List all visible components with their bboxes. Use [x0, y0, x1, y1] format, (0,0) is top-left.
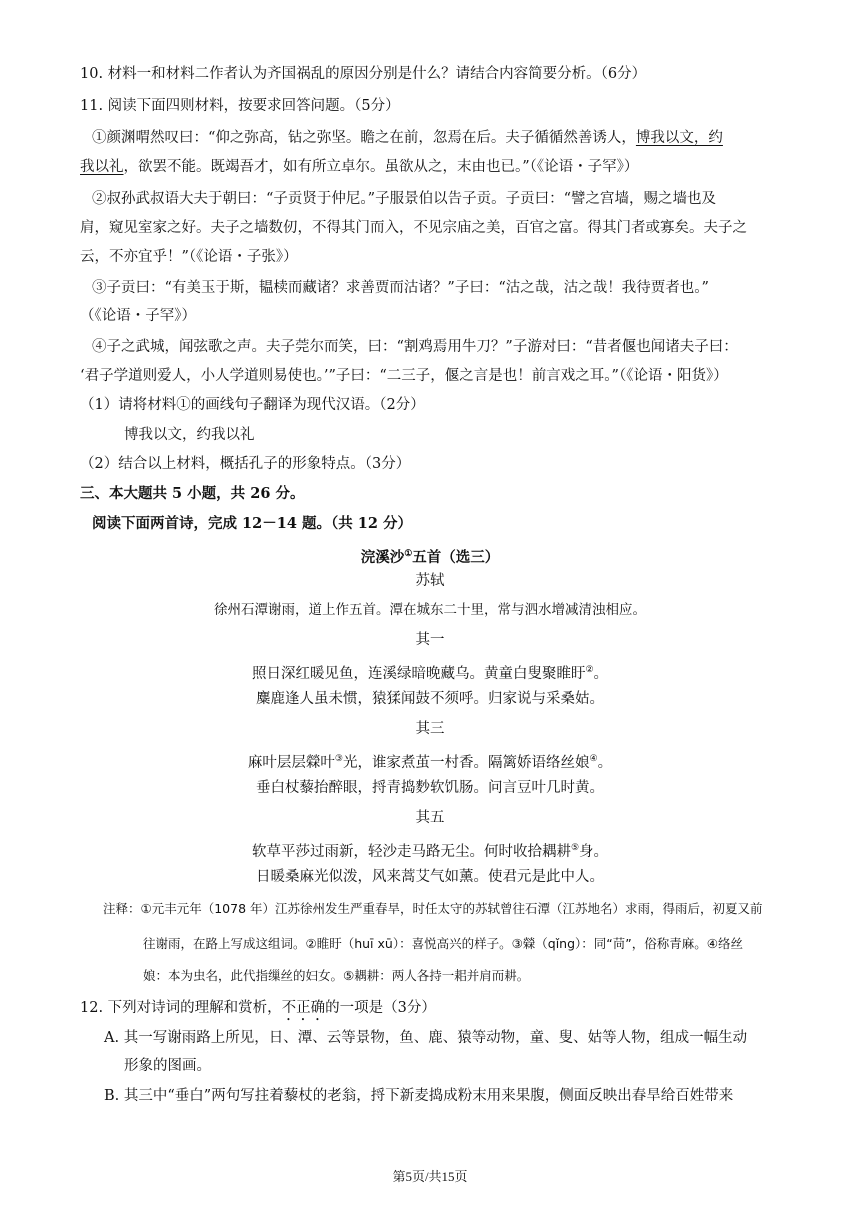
footnote-marker: ③: [334, 754, 343, 764]
poem-line-text: 麻叶层层檾叶: [247, 755, 335, 771]
material-1-line-1: [92, 128, 802, 148]
stanza-1-line-2: 麋鹿逢人虽未惯，猿猱闻鼓不须呼。归家说与采桑姑。: [256, 691, 604, 707]
annotation-line-1: 注释：①元丰元年（1078 年）江苏徐州发生严重春旱，时任太守的苏轼曾往石潭（江苏地名）求雨，得雨后，初夏又前: [103, 901, 763, 916]
stanza-5-heading: 其五: [415, 810, 445, 826]
material-3-line-1: ③子贡曰：“有美玉于斯，韫椟而藏诸？求善贾而沽诸？”子曰：“沽之哉，沽之哉！我待贾者也。”: [92, 280, 709, 296]
page-footer: 第5页/共15页: [392, 1169, 468, 1184]
stanza-1-heading: 其一: [415, 632, 445, 648]
question-text: 的一项是（3分）: [325, 1000, 436, 1016]
material-4-line-2: ‘君子学道则爱人，小人学道则易使也。’”子曰：“二三子，偃之言是也！前言戏之耳。”（《论语・阳货》）: [80, 368, 728, 384]
annotation-line-2: 往谢雨，在路上写成这组词。②睢盱（huī xū）：喜悦高兴的样子。③檾（qǐng）：同“苘”，俗称青麻。④络丝: [143, 936, 743, 951]
poem-line-text: 软草平莎过雨新，轻沙走马路无尘。何时收拾耦耕: [251, 844, 571, 860]
footnote-marker: ②: [585, 665, 594, 675]
footnote-marker: ④: [589, 754, 598, 764]
poem-title-text: 五首（选三）: [412, 549, 500, 566]
stanza-5-line-2: 日暖桑麻光似泼，风来蒿艾气如薰。使君元是此中人。: [256, 869, 604, 885]
translation-sentence: 博我以文，约我以礼: [124, 427, 255, 443]
question-11-part-1: （1）请将材料①的画线句子翻译为现代汉语。（2分）: [80, 397, 425, 413]
material-2-line-1: ②叔孙武叔语大夫于朝曰：“子贡贤于仲尼。”子服景伯以告子贡。子贡曰：“譬之宫墙，赐之墙也及: [92, 191, 716, 207]
reading-intro: 阅读下面两首诗，完成 12－14 题。（共 12 分）: [92, 515, 412, 532]
stanza-5-line-1: [0, 838, 860, 862]
section-3-heading: 三、本大题共 5 小题，共 26 分。: [80, 485, 305, 502]
poem-line-text: 照日深红暖见鱼，连溪绿暗晚藏乌。黄童白叟聚睢盱: [251, 666, 586, 682]
footnote-marker: ①: [404, 549, 413, 559]
material-1-text: ①颜渊喟然叹曰：“仰之弥高，钻之弥坚。瞻之在前，忽焉在后。夫子循循然善诱人，: [92, 130, 636, 146]
question-12-stem: [80, 998, 790, 1024]
stanza-3-line-1: [0, 749, 860, 773]
material-2-line-3: 云，不亦宜乎！”（《论语・子张》）: [80, 249, 298, 265]
poem-line-text: 。: [593, 666, 609, 682]
option-b-line-1: B. 其三中“垂白”两句写拄着藜杖的老翁，捋下新麦捣成粉末用来果腹，侧面反映出春旱给百姓带来: [104, 1088, 734, 1104]
option-a-line-1: A. 其一写谢雨路上所见，日、潭、云等景物，鱼、鹿、猿等动物，童、叟、姑等人物，组成一幅生动: [104, 1030, 748, 1046]
poem-line-text: 身。: [579, 844, 609, 860]
material-4-line-1: ④子之武城，闻弦歌之声。夫子莞尔而笑，曰：“割鸡焉用牛刀？”子游对曰：“昔者偃也闻诸夫子曰：: [92, 339, 738, 355]
question-text: 12. 下列对诗词的理解和赏析，: [80, 1000, 282, 1016]
poem-title: [0, 544, 860, 568]
poem-line-text: 光，谁家煮茧一村香。隔篱娇语络丝娘: [343, 755, 590, 771]
question-11-part-2: （2）结合以上材料，概括孔子的形象特点。（3分）: [80, 456, 411, 472]
emphasized-text: 不正确: [281, 1000, 326, 1016]
footnote-marker: ⑤: [570, 843, 580, 853]
material-3-line-2: （《论语・子罕》）: [80, 308, 196, 324]
poem-title-text: 浣溪沙: [360, 549, 405, 566]
poem-line-text: 。: [597, 755, 613, 771]
material-2-line-2: 肩，窥见室家之好。夫子之墙数仞，不得其门而入，不见宗庙之美，百官之富。得其门者或寡矣。夫子之: [80, 220, 747, 236]
annotation-line-3: 娘：本为虫名，此代指缫丝的妇女。⑤耦耕：两人各持一耜并肩而耕。: [143, 968, 530, 983]
question-11: 11. 阅读下面四则材料，按要求回答问题。（5分）: [80, 98, 400, 114]
underlined-sentence: 我以礼: [80, 159, 124, 175]
stanza-3-heading: 其三: [415, 721, 445, 737]
question-10: 10. 材料一和材料二作者认为齐国祸乱的原因分别是什么？请结合内容简要分析。（6分）: [80, 66, 647, 82]
poem-preface: 徐州石潭谢雨，道上作五首。潭在城东二十里，常与泗水增减清浊相应。: [214, 602, 646, 618]
option-a-line-2: 形象的图画。: [124, 1058, 211, 1074]
underlined-sentence: 博我以文，约: [635, 130, 723, 146]
stanza-1-line-1: [0, 660, 860, 684]
poem-author: 苏轼: [415, 573, 445, 589]
material-1-line-2: [80, 157, 790, 177]
stanza-3-line-2: 垂白杖藜抬醉眼，捋青捣麨软饥肠。问言豆叶几时黄。: [256, 780, 604, 796]
material-1-text: ，欲罢不能。既竭吾才，如有所立卓尔。虽欲从之，末由也已。”（《论语・子罕》）: [123, 159, 639, 175]
